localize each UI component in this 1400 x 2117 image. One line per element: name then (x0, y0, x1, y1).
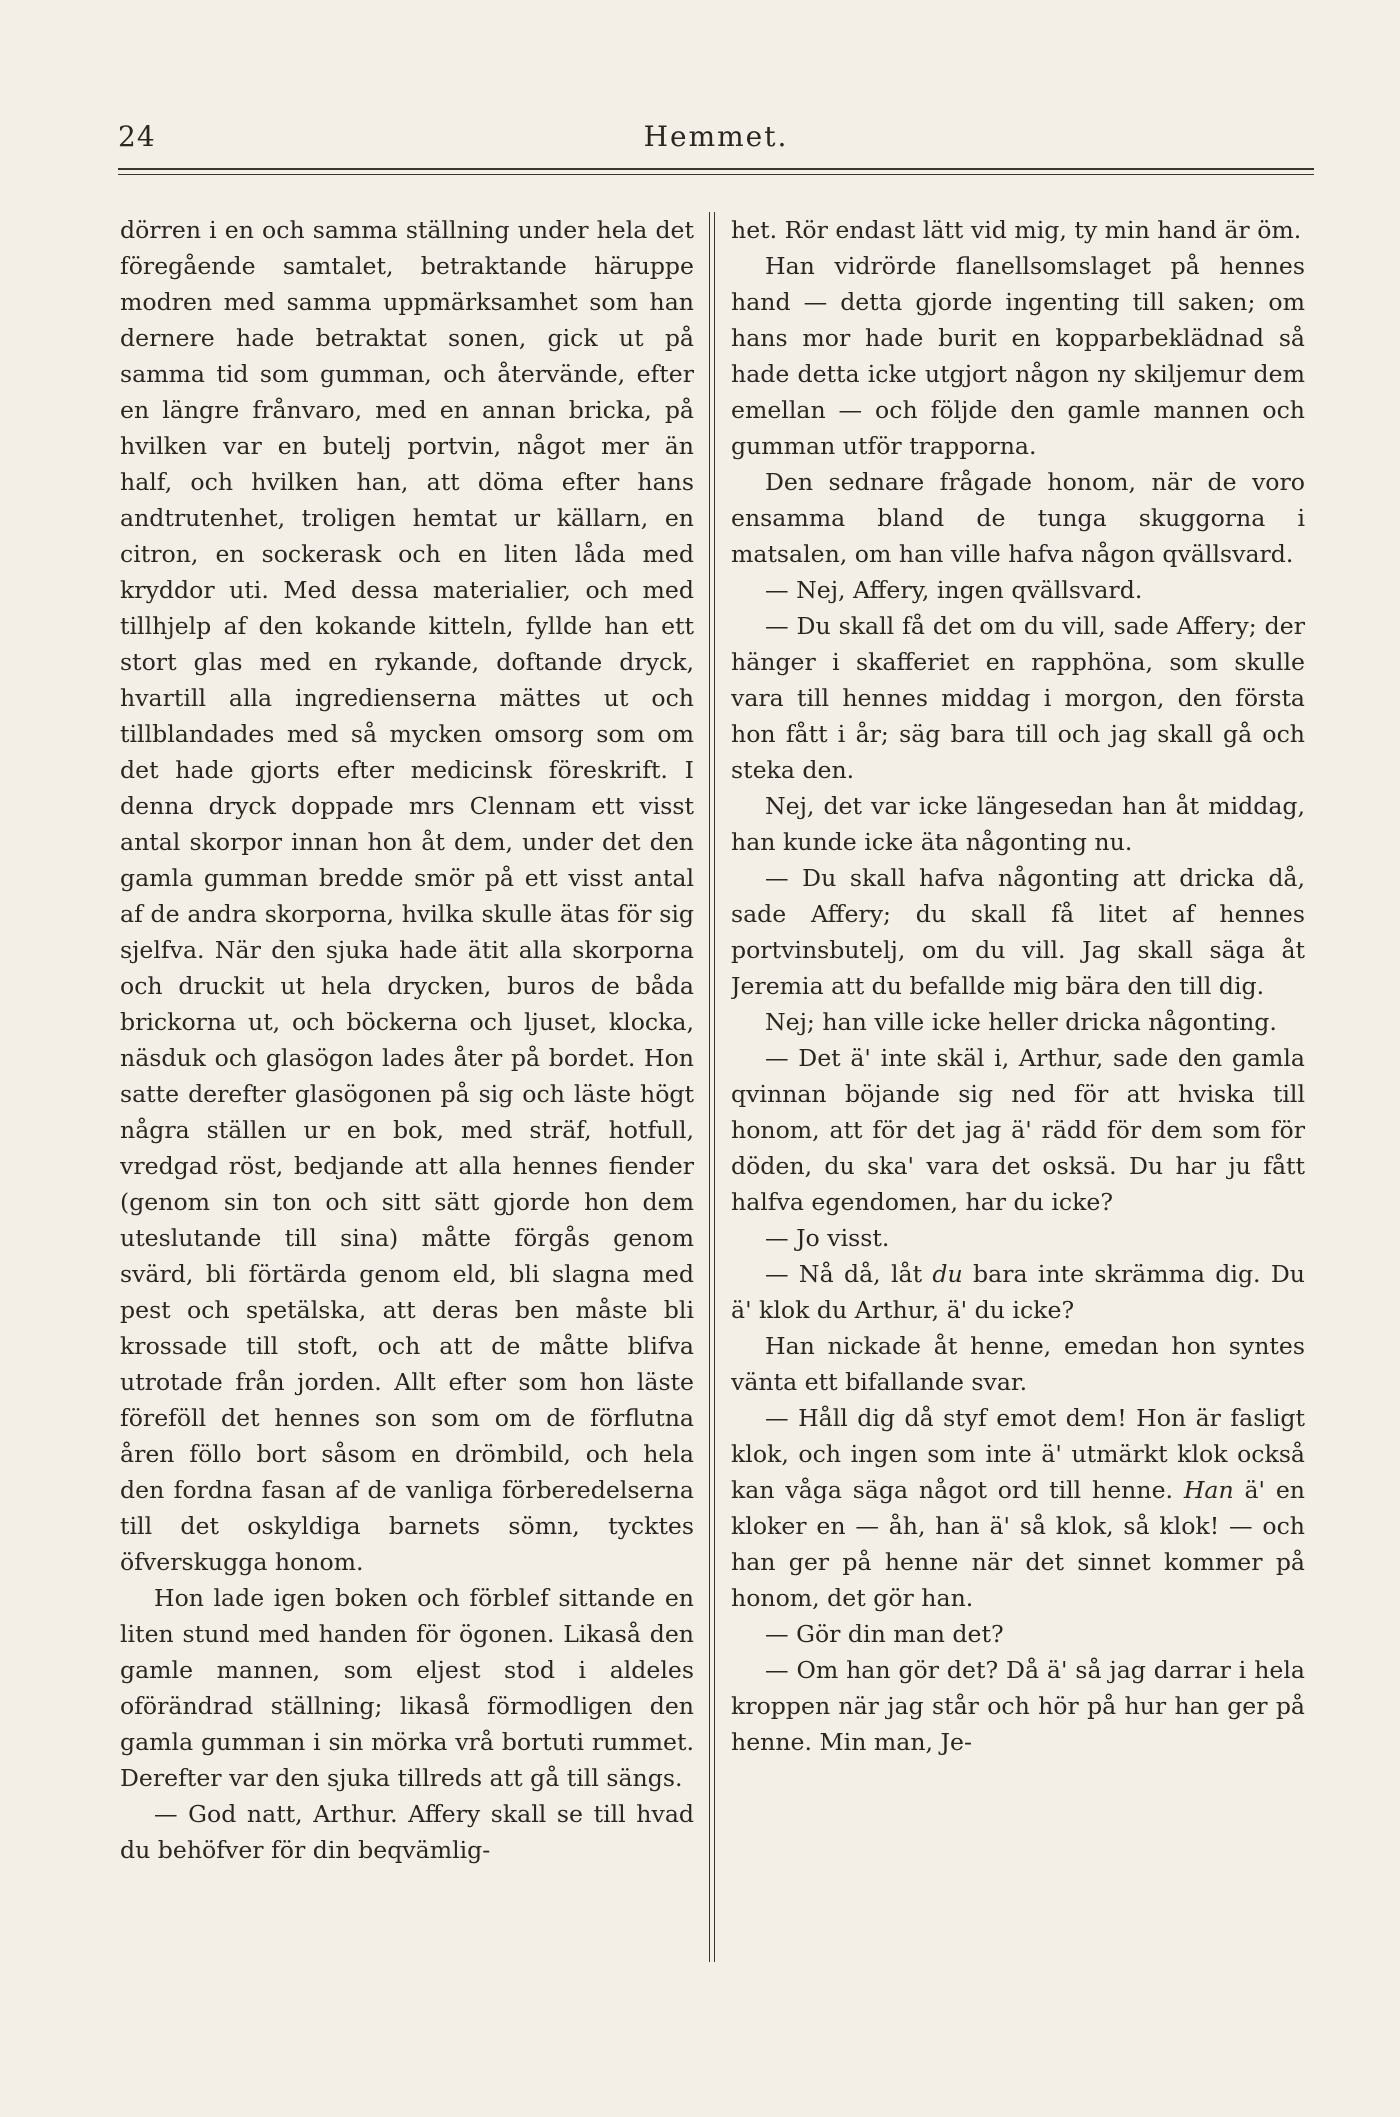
paragraph: dörren i en och samma ställning under hela det föregående samtalet, betraktande häruppe modren med samma uppmärksamhet som han dernere hade betraktat sonen, gick ut på samma tid som gumman, och återvände, efter en längre frånvaro, med en annan bricka, på hvilken var en butelj portvin, något mer än half, och hvilken han, att döma efter hans andtrutenhet, troligen hemtat ur källarn, en citron, en sockerask och en liten låda med kryddor uti. Med dessa materialier, och med tillhjelp af den kokande kitteln, fyllde han ett stort glas med en rykande, doftande dryck, hvartill alla ingredienserna mättes ut och tillblandades med så mycken omsorg som om det hade gjorts efter medicinsk föreskrift. I denna dryck doppade mrs Clennam ett visst antal skorpor innan hon åt dem, under det den gamla gumman bredde smör på ett visst antal af de andra skorporna, hvilka skulle ätas för sig sjelfva. När den sjuka hade ätit alla skorporna och druckit ut hela drycken, buros de båda brickorna ut, och böckerna och ljuset, klocka, näsduk och glasögon lades åter på bordet. Hon satte derefter glasögonen på sig och läste högt några ställen ur en bok, med sträf, hotfull, vredgad röst, bedjande att alla hennes fiender (genom sin ton och sitt sätt gjorde hon dem uteslutande till sina) måtte förgås genom svärd, bli förtärda genom eld, bli slagna med pest och spetälska, att deras ben måste bli krossade till stoft, och att de måtte blifva utrotade från jorden. Allt efter som hon läste föreföll det hennes son som om de förflutna åren föllo bort såsom en drömbild, och hela den fordna fasan af de vanliga förberedelserna till det oskyldiga barnets sömn, tycktes öfverskugga honom. (120, 216, 694, 1576)
right-column-text (731, 212, 1305, 1760)
page-header (118, 120, 1314, 160)
paragraph-segment: — Nå då, låt (765, 1260, 933, 1288)
paragraph: Den sednare frågade honom, när de voro ensamma bland de tunga skuggorna i matsalen, om han ville hafva någon qvällsvard. (731, 468, 1305, 568)
column-divider (709, 212, 710, 1962)
left-column-text (120, 212, 694, 1868)
paragraph: — Jo visst. (765, 1224, 890, 1252)
header-rule-thin (118, 174, 1314, 175)
paragraph (731, 1256, 1305, 1328)
left-column (120, 212, 694, 1972)
paragraph: Han vidrörde flanellsomslaget på hennes hand — detta gjorde ingenting till saken; om hans mor hade burit en kopparbeklädnad så hade detta icke utgjort någon ny skiljemur dem emellan — och följde den gamle mannen och gumman utför trapporna. (731, 252, 1305, 460)
paragraph: — Du skall få det om du vill, sade Affery; der hänger i skafferiet en rapphöna, som skulle vara till hennes middag i morgon, den första hon fått i år; säg bara till och jag skall gå och steka den. (731, 612, 1305, 784)
paragraph-segment: bara inte skrämma dig. Du ä' klok du Arthur, ä' du icke? (731, 1260, 1305, 1324)
column-divider (714, 212, 715, 1962)
paragraph-segment: ä' en kloker en — åh, han ä' så klok, så klok! — och han ger på henne när det sinnet kommer på honom, det gör han. (731, 1476, 1305, 1612)
paragraph: Hon lade igen boken och förblef sittande en liten stund med handen för ögonen. Likaså den gamle mannen, som eljest stod i aldeles oförändrad ställning; likaså förmodligen den gamla gumman i sin mörka vrå bortuti rummet. Derefter var den sjuka tillreds att gå till sängs. (120, 1584, 694, 1792)
paragraph: — Du skall hafva någonting att dricka då, sade Affery; du skall få litet af hennes portvinsbutelj, om du vill. Jag skall säga åt Jeremia att du befallde mig bära den till dig. (731, 864, 1305, 1000)
paragraph: — Det ä' inte skäl i, Arthur, sade den gamla qvinnan böjande sig ned för att hviska till honom, att för det jag ä' rädd för dem som för döden, du ska' vara det osksä. Du har ju fått halfva egendomen, har du icke? (731, 1044, 1305, 1216)
paragraph: Nej, det var icke längesedan han åt middag, han kunde icke äta någonting nu. (731, 792, 1305, 856)
paragraph: — God natt, Arthur. Affery skall se till hvad du behöfver för din beqvämlig- (120, 1800, 694, 1864)
paragraph: Han nickade åt henne, emedan hon syntes vänta ett bifallande svar. (731, 1332, 1305, 1396)
paragraph-segment: — Håll dig då styf emot dem! Hon är fasligt klok, och ingen som inte ä' utmärkt klok också kan våga säga något ord till henne. (731, 1404, 1305, 1504)
emphasized-word: du (932, 1260, 963, 1288)
paragraph: Nej; han ville icke heller dricka någonting. (765, 1008, 1277, 1036)
emphasized-word: Han (1183, 1476, 1234, 1504)
header-rule-thick (118, 168, 1314, 170)
page-number: 24 (118, 120, 156, 153)
paragraph: het. Rör endast lätt vid mig, ty min hand är öm. (731, 216, 1302, 244)
right-column (731, 212, 1305, 1972)
paragraph: — Om han gör det? Då ä' så jag darrar i hela kroppen när jag står och hör på hur han ger på henne. Min man, Je- (731, 1656, 1305, 1756)
paragraph: — Nej, Affery, ingen qvällsvard. (765, 576, 1143, 604)
paragraph: — Gör din man det? (765, 1620, 1004, 1648)
paragraph (731, 1400, 1305, 1616)
running-title: Hemmet. (643, 120, 789, 153)
